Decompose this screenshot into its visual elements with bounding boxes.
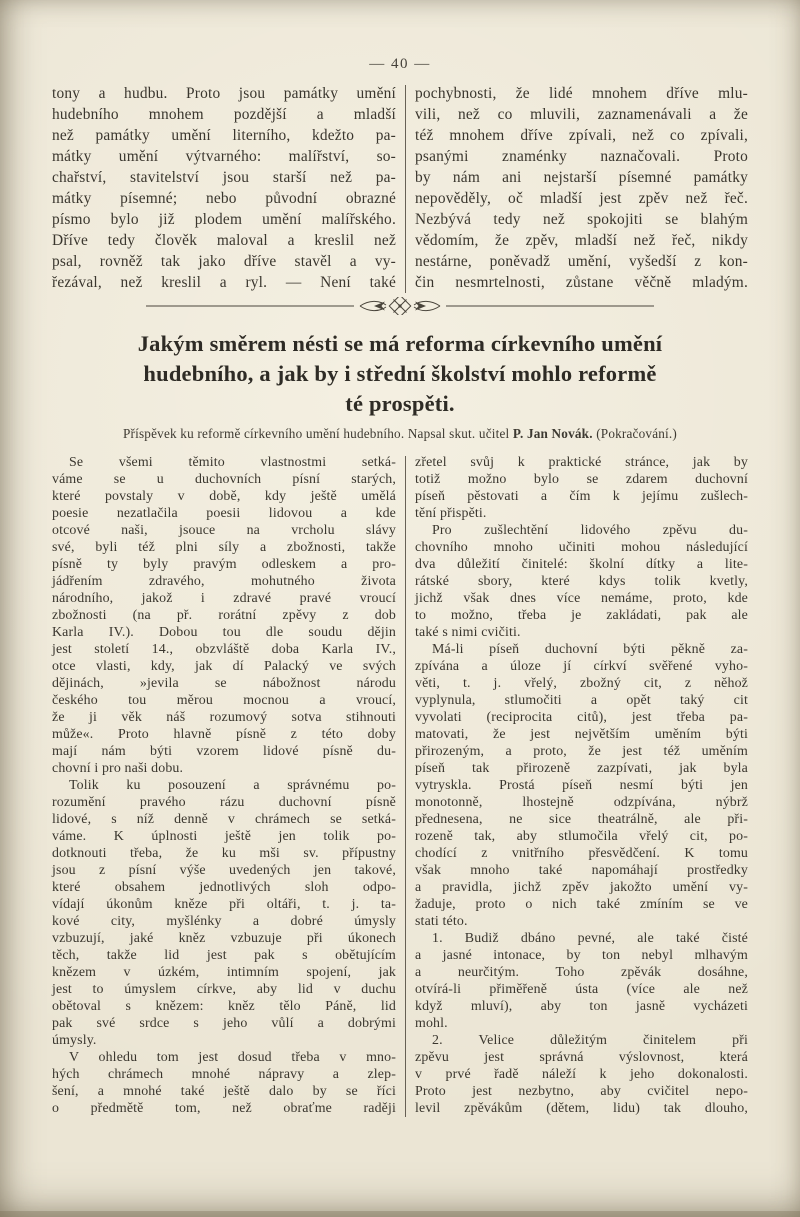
text-line: kové city, myšlénky a dobré úmysly	[52, 914, 396, 929]
byline-prefix: Příspěvek ku reformě církevního umění hudebního. Napsal skut. učitel	[122, 426, 513, 441]
paragraph	[52, 83, 396, 293]
text-line: řezával, než kreslil a ryl. — Není také	[52, 274, 396, 291]
text-line: vili, než co mluvili, zaznamenávali a že	[415, 106, 748, 123]
text-line: písně ty byly pravým odleskem a pro-	[52, 557, 396, 572]
article-body	[0, 454, 800, 1117]
text-line: V ohledu tom jest dosud třeba v mno-	[69, 1050, 396, 1065]
text-line: vyplynula, stlumočiti a opět taký cit	[415, 693, 748, 708]
text-line: rozumění pravého rázu duchovní písně	[52, 795, 396, 810]
text-line: mohl.	[415, 1016, 448, 1031]
text-line: v prvé řadě náleží k jeho dokonalosti.	[415, 1067, 748, 1082]
text-line: může«. Proto hlavně písně z této doby	[52, 727, 396, 742]
byline-author: P. Jan Novák.	[512, 426, 593, 441]
article-title	[0, 329, 800, 419]
paragraph	[415, 930, 748, 1032]
page-number: — 40 —	[369, 56, 431, 72]
text-line: Dříve tedy člověk maloval a kreslil než	[52, 232, 396, 249]
paragraph	[415, 641, 748, 930]
title-line: té prospěti.	[345, 391, 455, 416]
text-line: když mluví), aby ton jasně vycházeti	[415, 999, 748, 1014]
text-line: přirozeným, a proto, že jest též uměním	[415, 744, 748, 759]
text-line: tění přispěti.	[415, 506, 487, 521]
text-line: také s nimi cvičiti.	[415, 625, 521, 640]
previous-article-continuation	[0, 83, 800, 293]
text-line: zpěvu jest správná výslovnost, která	[415, 1050, 748, 1065]
text-line: monotonně, lhostejně odzpívána, nýbrž	[415, 795, 748, 810]
paragraph	[415, 454, 748, 522]
text-line: to možno, třeba je zakládati, pak ale	[415, 608, 748, 623]
text-line: Karla IV.). Dobou tou dle soudu dějin	[52, 625, 396, 640]
text-line: vytryskla. Prostá píseň nesmí býti jen	[415, 778, 748, 793]
text-line: lidové, s níž denně v chrámech se setká-	[52, 812, 396, 827]
text-line: totiž možno bylo se zdarem duchovní	[415, 472, 748, 487]
text-line: nepověděly, oč mladší jest zpěv než řeč.	[415, 190, 748, 207]
text-line: písmo bylo již plodem umění malířského.	[52, 211, 396, 228]
text-line: píseň tak přirozeně zazpívati, jak byla	[415, 761, 748, 776]
text-line: rozeně tak, aby stlumočila vřelý cit, po-	[415, 829, 748, 844]
text-line: zpívána a úloze jí církví svěřené vyho-	[415, 659, 748, 674]
text-line: otcové naši, jsouce na vrcholu slávy	[52, 523, 396, 538]
text-line: své, byli též plni síly a zbožnosti, takže	[52, 540, 396, 555]
text-line: váme se u duchovních písní starých,	[52, 472, 396, 487]
paragraph	[52, 454, 396, 777]
text-line: stati této.	[415, 914, 468, 929]
text-line: levil zpěvákům (dětem, lidu) tak dlouho,	[415, 1101, 748, 1116]
text-line: by nám ani nejstarší písemné památky	[415, 169, 748, 186]
text-line: jest století 14., obzvláště doba Karla IV.,	[52, 642, 396, 657]
text-line: zbožnosti (na př. rorátní zpěvy z dob	[52, 608, 396, 623]
text-line: však mnoho také napomáhají prostředky	[415, 863, 748, 878]
text-line: zřetel svůj k praktické stránce, jak by	[415, 455, 748, 470]
text-line: chovní i pro naši dobu.	[52, 761, 184, 776]
text-line: Má-li píseň duchovní býti pěkně za-	[432, 642, 748, 657]
title-line: Jakým směrem nésti se má reforma církevního umění	[137, 331, 663, 356]
text-line: vídají úkonům kněze při oltáři, t. j. ta-	[52, 897, 396, 912]
text-line: váme. K úplnosti ještě jen tolik po-	[52, 829, 396, 844]
text-line: jsou z písní výše uvedených jen takové,	[52, 863, 396, 878]
text-line: národního, jakož i zdravé pravé vroucí	[52, 591, 396, 606]
text-line: vědomím, že zpěv, mladší než řeč, nikdy	[415, 232, 748, 249]
text-line: Pro zušlechtění lidového zpěvu du-	[432, 523, 748, 538]
text-line: které obsahem jednotlivých sloh odpo-	[52, 880, 396, 895]
paragraph	[415, 83, 748, 293]
paragraph	[52, 777, 396, 1049]
text-line: dotknouti třeba, že ku mši sv. přípustny	[52, 846, 396, 861]
text-line: vyvolati (reciprocita citů), jest třeba pa-	[415, 710, 748, 725]
text-line: úmysly.	[52, 1033, 97, 1048]
text-line: chařství, stavitelství jsou starší než pa-	[52, 169, 396, 186]
text-line: jest to úmyslem církve, aby lid v duchu	[52, 982, 396, 997]
text-line: o předmětě tom, než obraťme raději	[52, 1101, 396, 1116]
text-line: chovního mnoho učiniti mohou následující	[415, 540, 748, 555]
text-line: jichž však dnes více nemáme, proto, kde	[415, 591, 748, 606]
text-line: že ji věk náš rozumový sotva stihnouti	[52, 710, 396, 725]
column-divider-rule	[405, 456, 406, 1117]
text-line: též mnohem dříve zpívali, než co zpívali,	[415, 127, 748, 144]
text-line: mátky umění výtvarného: malířství, so-	[52, 148, 396, 165]
text-line: Nezbývá tedy než spokojiti se blahým	[415, 211, 748, 228]
text-line: poesie nezatlačila poesii lidovou a kde	[52, 506, 396, 521]
text-line: píseň pěstovati a čím k jejímu zušlech-	[415, 489, 748, 504]
top-left-column	[52, 83, 396, 293]
text-line: těch, takže lid jest pak s obětujícím	[52, 948, 396, 963]
article-byline	[0, 426, 800, 442]
body-right-column	[415, 454, 748, 1117]
text-line: a pravidla, jichž zpěv jakožto umění vy-	[415, 880, 748, 895]
text-line: hudebního mnohem pozdější a mladší	[52, 106, 396, 123]
text-line: žaduje, proto o nich také zmíním se ve	[415, 897, 748, 912]
text-line: knězem v úzkém, intimním spojení, jak	[52, 965, 396, 980]
text-line: čin nesmrtelnosti, zůstane věčně mladým.	[415, 274, 748, 291]
top-right-column	[415, 83, 748, 293]
text-line: než památky umění literního, kdežto pa-	[52, 127, 396, 144]
text-line: pak své srdce s jeho vůlí a dobrými	[52, 1016, 396, 1031]
text-line: které povstaly v době, kdy ještě umělá	[52, 489, 396, 504]
text-line: mátky písemné; nebo původní obrazné	[52, 190, 396, 207]
text-line: Tolik ku posouzení a správnému po-	[69, 778, 396, 793]
text-line: dva důležití činitelé: školní dítky a lite-	[415, 557, 748, 572]
text-line: matovati, že jest největším uměním býti	[415, 727, 748, 742]
text-line: mají nám býti vzorem lidové písně du-	[52, 744, 396, 759]
text-line: věti, t. j. vřelý, zbožný cit, z něhož	[415, 676, 748, 691]
text-line: a neurčitým. Toho zpěvák dosáhne,	[415, 965, 748, 980]
text-line: přednesena, ne sice theatrálně, ale při-	[415, 812, 748, 827]
text-line: otvírá-li přiměřeně ústa (více ale než	[415, 982, 748, 997]
ornament-icon	[140, 297, 660, 315]
paragraph	[52, 1049, 396, 1117]
text-line: dějinách, »jevila se nábožnost národu	[52, 676, 396, 691]
text-line: jádřením zdravého, mohutného života	[52, 574, 396, 589]
text-line: hých chrámech mnohé nápravy a zlep-	[52, 1067, 396, 1082]
text-line: chodící z vnitřního přesvědčení. K tomu	[415, 846, 748, 861]
text-line: Proto jest nezbytno, aby cvičitel nepo-	[415, 1084, 748, 1099]
title-line: hudebního, a jak by i střední školství mohlo reformě	[143, 361, 657, 386]
text-line: Se všemi těmito vlastnostmi setká-	[69, 455, 396, 470]
paragraph	[415, 1032, 748, 1117]
text-line: a jasné intonace, by ton nebyl mlhavým	[415, 948, 748, 963]
text-line: obětoval s knězem: kněz tělo Páně, lid	[52, 999, 396, 1014]
column-divider-rule	[405, 85, 406, 293]
text-line: pochybnosti, že lidé mnohem dříve mlu-	[415, 85, 748, 102]
text-line: rátské sbory, které kdys tolik kvetly,	[415, 574, 748, 589]
body-left-column	[52, 454, 396, 1117]
text-line: šení, a mnohé také ještě dalo by se říci	[52, 1084, 396, 1099]
byline-suffix: (Pokračování.)	[592, 426, 677, 441]
paragraph	[415, 522, 748, 641]
text-line: psanými znaménky naznačovali. Proto	[415, 148, 748, 165]
text-line: nestárne, poněvadž umění, vyšedší z kon-	[415, 253, 748, 270]
text-line: otce vlasti, kdy, jak dí Palacký ve svých	[52, 659, 396, 674]
text-line: českého tou měrou mocnou a vroucí,	[52, 693, 396, 708]
section-divider-ornament	[0, 297, 800, 317]
text-line: vzbuzují, jaké kněz vzbuzuje při úkonech	[52, 931, 396, 946]
text-line: 1. Budiž dbáno pevné, ale také čisté	[432, 931, 748, 946]
text-line: psal, rovněž tak jako dříve stavěl a vy-	[52, 253, 396, 270]
text-line: tony a hudbu. Proto jsou památky umění	[52, 85, 396, 102]
text-line: 2. Velice důležitým činitelem při	[432, 1033, 748, 1048]
